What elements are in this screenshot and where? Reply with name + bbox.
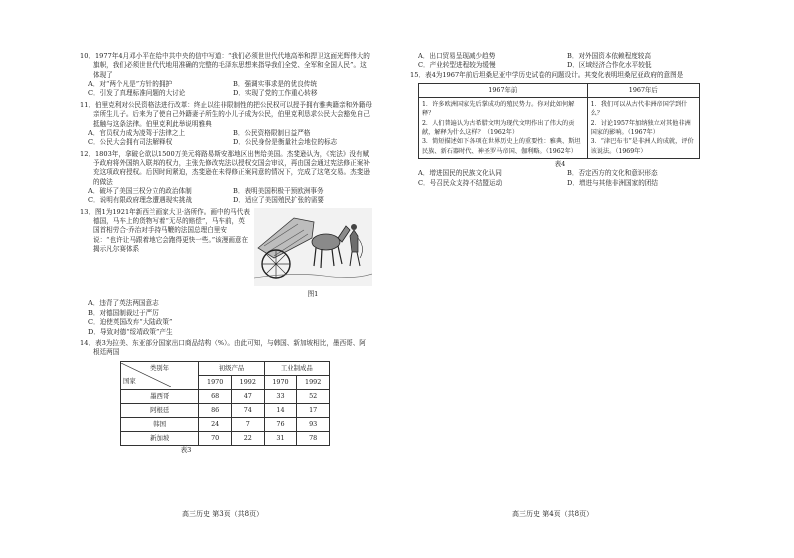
country-cell: 墨西哥 [121, 389, 199, 403]
option-d: D．公民身份是衡量社会地位的标志 [233, 138, 338, 147]
country-cell: 阿根廷 [121, 403, 199, 417]
page-3-column [80, 52, 372, 457]
question-12-options [80, 187, 372, 206]
table-diagonal-header [121, 363, 171, 387]
question-14-stem: 14．表3为拉美、东亚部分国家出口商品结构（%）。由此可知，与韩国、新加坡相比，墨西哥、阿根廷两国 [80, 338, 366, 357]
year-header: 1970 [199, 375, 232, 389]
option-a: A．违背了英法两国意志 [88, 299, 159, 308]
diag-header-top: 类别年 [149, 364, 169, 373]
list-item: 1．我们可以从古代非洲帝国学到什么？ [590, 101, 688, 118]
option-a: A．官员权力成为凌驾于法律之上 [88, 128, 186, 137]
table-row [121, 403, 330, 417]
list-item: 3．简短描述如下各项在世界历史上的重要性：雅典、斯坦民族、新石器时代、神圣罗马帝国、伽利略。（1962年） [422, 138, 581, 155]
question-14-options [410, 52, 710, 71]
value-cell: 47 [231, 389, 264, 403]
question-15-stem: 15．表4为1967年前后坦桑尼亚中学历史试卷的问题设计。其变化表明坦桑尼亚政府的意图是 [410, 70, 684, 79]
question-10-options [80, 80, 372, 99]
option-c: C．说明有限政府理念遭遇现实挑战 [88, 196, 192, 205]
value-cell: 68 [199, 389, 232, 403]
option-b: B．公民资格限制日益严格 [233, 128, 311, 137]
value-cell: 7 [231, 417, 264, 431]
before-1967-cell [419, 98, 588, 159]
value-cell: 22 [231, 431, 264, 445]
question-10 [80, 52, 372, 99]
option-c: C．引发了真理标准问题的大讨论 [88, 89, 186, 98]
option-a: A．出口贸易呈现减少趋势 [418, 52, 496, 60]
question-13-options [80, 299, 372, 336]
question-12-stem: 12．1803年，拿破仑欲以1500万美元将路易斯安那地区出售给美国。杰斐逊认为，《宪法》没有赋予政府将外国纳入联邦的权力，主张先修改宪法以授权交国会审议，再由国会通过宪法修正案补充这项政府授权。后因时间紧迫，杰斐逊在未得修正案同意的情况下，完成了这笔交易。杰斐逊的做法 [80, 149, 370, 186]
question-14 [80, 339, 372, 455]
option-b: B．表明美国积极干预欧洲事务 [233, 187, 324, 196]
option-b: B．对德国制裁过于严厉 [88, 308, 159, 317]
question-11-options [80, 129, 372, 148]
question-13-stem: 13．图1为1921年新西兰画家大卫·洛所作。画中的马代表德国，马车上的货物写着“无尽的赔偿”，马车前，英国首相劳合·乔治对手持马鞭的法国总理白里安说：“也许让马跟着地它会跑得更快一些。”该漫画意在揭示凡尔赛体系 [80, 207, 250, 254]
question-11 [80, 101, 372, 148]
table-row [121, 417, 330, 431]
header-after-1967: 1967年后 [587, 84, 699, 98]
figure-1 [254, 208, 372, 300]
question-13 [80, 208, 372, 337]
option-c: C．公民大会拥有司法解释权 [88, 138, 173, 147]
table-row [121, 389, 330, 403]
page-3-footer: 高三历史 第3页（共8页） [182, 510, 264, 518]
value-cell: 52 [297, 389, 330, 403]
option-d: D．增进与其他非洲国家的团结 [567, 178, 659, 187]
option-b: B．强调实事求是的优良传统 [233, 80, 317, 89]
figure-1-caption: 图1 [307, 290, 319, 299]
list-item: 3．“津巴布韦”是非洲人的成就，评价该说法。（1969年） [590, 138, 694, 155]
option-d: D．实现了党的工作重心转移 [233, 89, 318, 98]
list-item: 2．人们普遍认为古希腊文明为现代文明作出了伟大的贡献，解释为什么这样？（1962年） [422, 119, 575, 136]
option-a: A．增进国民的民族文化认同 [418, 169, 502, 178]
page-4-footer: 高三历史 第4页（共8页） [512, 510, 594, 518]
value-cell: 70 [199, 431, 232, 445]
list-item: 1．许多欧洲国家先后掌成功的殖民势力。你对此如何解释？ [422, 101, 575, 118]
table-4 [418, 83, 700, 159]
year-header: 1992 [297, 375, 330, 389]
value-cell: 76 [264, 417, 297, 431]
header-before-1967: 1967年前 [419, 84, 588, 98]
option-b: B．否定西方的文化和意识形态 [567, 169, 658, 178]
year-header: 1992 [231, 375, 264, 389]
value-cell: 74 [231, 403, 264, 417]
option-d: D．导致对德“绥靖政策”产生 [88, 327, 173, 336]
table-row [121, 431, 330, 445]
list-item: 2．讨论1957年加纳独立对其他非洲国家的影响。（1967年） [590, 119, 691, 136]
option-a: A．破坏了美国三权分立的政治体制 [88, 187, 192, 196]
value-cell: 31 [264, 431, 297, 445]
page-4-column [410, 52, 710, 190]
option-c: C．迫使英国改弃“大陆政策” [88, 318, 173, 327]
after-1967-cell [587, 98, 699, 159]
value-cell: 93 [297, 417, 330, 431]
question-11-stem: 11．伯里克利对公民资格法进行改革：终止以往非限制性的把公民权可以授予拥有雅典籍亲和外籍母亲所生儿子。后来为了使自己外籍妻子所生的小儿子成为公民，伯里克利恳求公民大会豁免自己抵触与这条法律。伯里克利此举说明雅典 [80, 100, 372, 128]
option-c: C．产业转型进程较为缓慢 [418, 61, 496, 70]
country-cell: 新加坡 [121, 431, 199, 445]
value-cell: 17 [297, 403, 330, 417]
group-header-primary: 初级产品 [199, 361, 264, 375]
option-a: A．对“两个凡是”方针的拥护 [88, 80, 173, 89]
question-10-stem: 10．1977年4月邓小平在给中共中央的信中写道：“我们必须世世代代地高举和捍卫这面光辉伟大的旗帜，我们必须世世代代地用准确的完整的毛泽东思想来指导我们全党、全军和全国人民”。这体现了 [80, 52, 370, 79]
option-b: B．对外国资本依赖程度较高 [567, 52, 651, 60]
option-d: D．区域经济合作化水平较低 [567, 61, 652, 70]
value-cell: 33 [264, 389, 297, 403]
question-12 [80, 150, 372, 206]
value-cell: 24 [199, 417, 232, 431]
value-cell: 14 [264, 403, 297, 417]
country-cell: 韩国 [121, 417, 199, 431]
group-header-industrial: 工业制成品 [264, 361, 329, 375]
table-4-caption: 表4 [554, 159, 566, 168]
value-cell: 86 [199, 403, 232, 417]
option-c: C．号召民众支持不结盟运动 [418, 178, 503, 187]
question-15 [410, 71, 710, 188]
cartoon-illustration [254, 208, 372, 286]
table-3-caption: 表3 [180, 445, 192, 454]
diag-header-bottom: 国家 [123, 377, 136, 386]
table-3 [120, 361, 330, 446]
option-d: D．适应了美国殖民扩张的需要 [233, 196, 325, 205]
year-header: 1970 [264, 375, 297, 389]
question-15-options [410, 169, 710, 188]
value-cell: 78 [297, 431, 330, 445]
